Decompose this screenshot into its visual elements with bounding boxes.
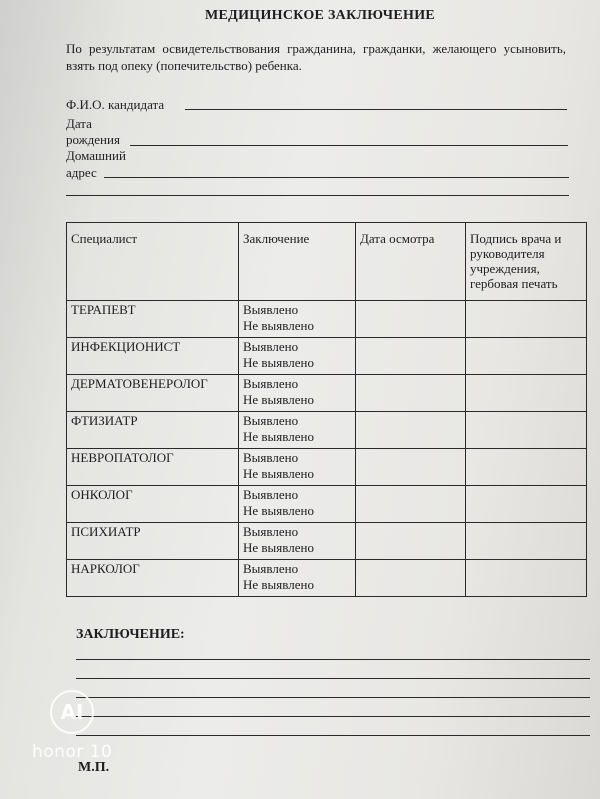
table-header-row bbox=[67, 223, 587, 301]
specialist-name: ПСИХИАТР bbox=[67, 523, 239, 560]
conclusion-line bbox=[76, 659, 590, 660]
found-option: Выявлено bbox=[243, 339, 299, 354]
date-cell[interactable] bbox=[356, 560, 466, 597]
address-label-line2: адрес bbox=[66, 165, 97, 180]
header-conclusion: Заключение bbox=[239, 223, 356, 301]
signature-cell[interactable] bbox=[466, 560, 587, 597]
not-found-option: Не выявлено bbox=[243, 429, 314, 444]
conclusion-cell bbox=[239, 560, 356, 597]
conclusion-line bbox=[76, 697, 590, 698]
date-cell[interactable] bbox=[356, 338, 466, 375]
found-option: Выявлено bbox=[243, 561, 299, 576]
camera-watermark-text: honor 10 bbox=[32, 742, 113, 762]
specialist-name: НЕВРОПАТОЛОГ bbox=[67, 449, 239, 486]
document-title: МЕДИЦИНСКОЕ ЗАКЛЮЧЕНИЕ bbox=[205, 8, 436, 23]
date-cell[interactable] bbox=[356, 375, 466, 412]
date-cell[interactable] bbox=[356, 301, 466, 338]
found-option: Выявлено bbox=[243, 413, 299, 428]
conclusion-cell bbox=[239, 412, 356, 449]
conclusion-label: ЗАКЛЮЧЕНИЕ: bbox=[76, 627, 185, 642]
stamp-label: М.П. bbox=[78, 760, 110, 775]
table-row bbox=[67, 338, 587, 375]
date-cell[interactable] bbox=[356, 449, 466, 486]
date-cell[interactable] bbox=[356, 412, 466, 449]
table-row bbox=[67, 301, 587, 338]
conclusion-line bbox=[76, 716, 590, 717]
found-option: Выявлено bbox=[243, 524, 299, 539]
signature-cell[interactable] bbox=[466, 523, 587, 560]
not-found-option: Не выявлено bbox=[243, 392, 314, 407]
specialist-name: ДЕРМАТОВЕНЕРОЛОГ bbox=[67, 375, 239, 412]
signature-cell[interactable] bbox=[466, 301, 587, 338]
fio-line bbox=[185, 109, 567, 110]
found-option: Выявлено bbox=[243, 487, 299, 502]
birth-line bbox=[130, 145, 568, 146]
specialist-name: ТЕРАПЕВТ bbox=[67, 301, 239, 338]
camera-watermark-logo: AI bbox=[50, 690, 94, 734]
specialists-table bbox=[66, 222, 587, 597]
header-specialist: Специалист bbox=[67, 223, 239, 301]
not-found-option: Не выявлено bbox=[243, 466, 314, 481]
date-cell[interactable] bbox=[356, 486, 466, 523]
found-option: Выявлено bbox=[243, 302, 299, 317]
signature-cell[interactable] bbox=[466, 412, 587, 449]
conclusion-cell bbox=[239, 375, 356, 412]
not-found-option: Не выявлено bbox=[243, 503, 314, 518]
address-line-2 bbox=[66, 195, 569, 196]
table-row bbox=[67, 486, 587, 523]
address-line bbox=[104, 177, 569, 178]
date-cell[interactable] bbox=[356, 523, 466, 560]
header-signature: Подпись врача и руководителя учреждения, гербовая печать bbox=[466, 223, 587, 301]
signature-cell[interactable] bbox=[466, 449, 587, 486]
signature-cell[interactable] bbox=[466, 486, 587, 523]
specialist-name: ИНФЕКЦИОНИСТ bbox=[67, 338, 239, 375]
not-found-option: Не выявлено bbox=[243, 577, 314, 592]
not-found-option: Не выявлено bbox=[243, 318, 314, 333]
conclusion-cell bbox=[239, 449, 356, 486]
conclusion-line bbox=[76, 678, 590, 679]
found-option: Выявлено bbox=[243, 376, 299, 391]
conclusion-cell bbox=[239, 301, 356, 338]
birth-label-line2: рождения bbox=[66, 132, 120, 147]
conclusion-cell bbox=[239, 338, 356, 375]
not-found-option: Не выявлено bbox=[243, 540, 314, 555]
fio-label: Ф.И.О. кандидата bbox=[66, 97, 165, 112]
signature-cell[interactable] bbox=[466, 375, 587, 412]
address-label-line1: Домашний bbox=[66, 148, 126, 163]
table-row bbox=[67, 449, 587, 486]
specialist-name: ФТИЗИАТР bbox=[67, 412, 239, 449]
signature-cell[interactable] bbox=[466, 338, 587, 375]
birth-label-line1: Дата bbox=[66, 116, 92, 131]
table-row bbox=[67, 412, 587, 449]
specialist-name: НАРКОЛОГ bbox=[67, 560, 239, 597]
intro-text: По результатам освидетельствования гражданина, гражданки, желающего усыновить, взять под опеку (попечительство) ребенка. bbox=[66, 41, 566, 73]
table-row bbox=[67, 375, 587, 412]
not-found-option: Не выявлено bbox=[243, 355, 314, 370]
conclusion-line bbox=[76, 735, 590, 736]
table-row bbox=[67, 523, 587, 560]
conclusion-cell bbox=[239, 486, 356, 523]
conclusion-cell bbox=[239, 523, 356, 560]
header-date: Дата осмотра bbox=[356, 223, 466, 301]
found-option: Выявлено bbox=[243, 450, 299, 465]
specialist-name: ОНКОЛОГ bbox=[67, 486, 239, 523]
table-row bbox=[67, 560, 587, 597]
